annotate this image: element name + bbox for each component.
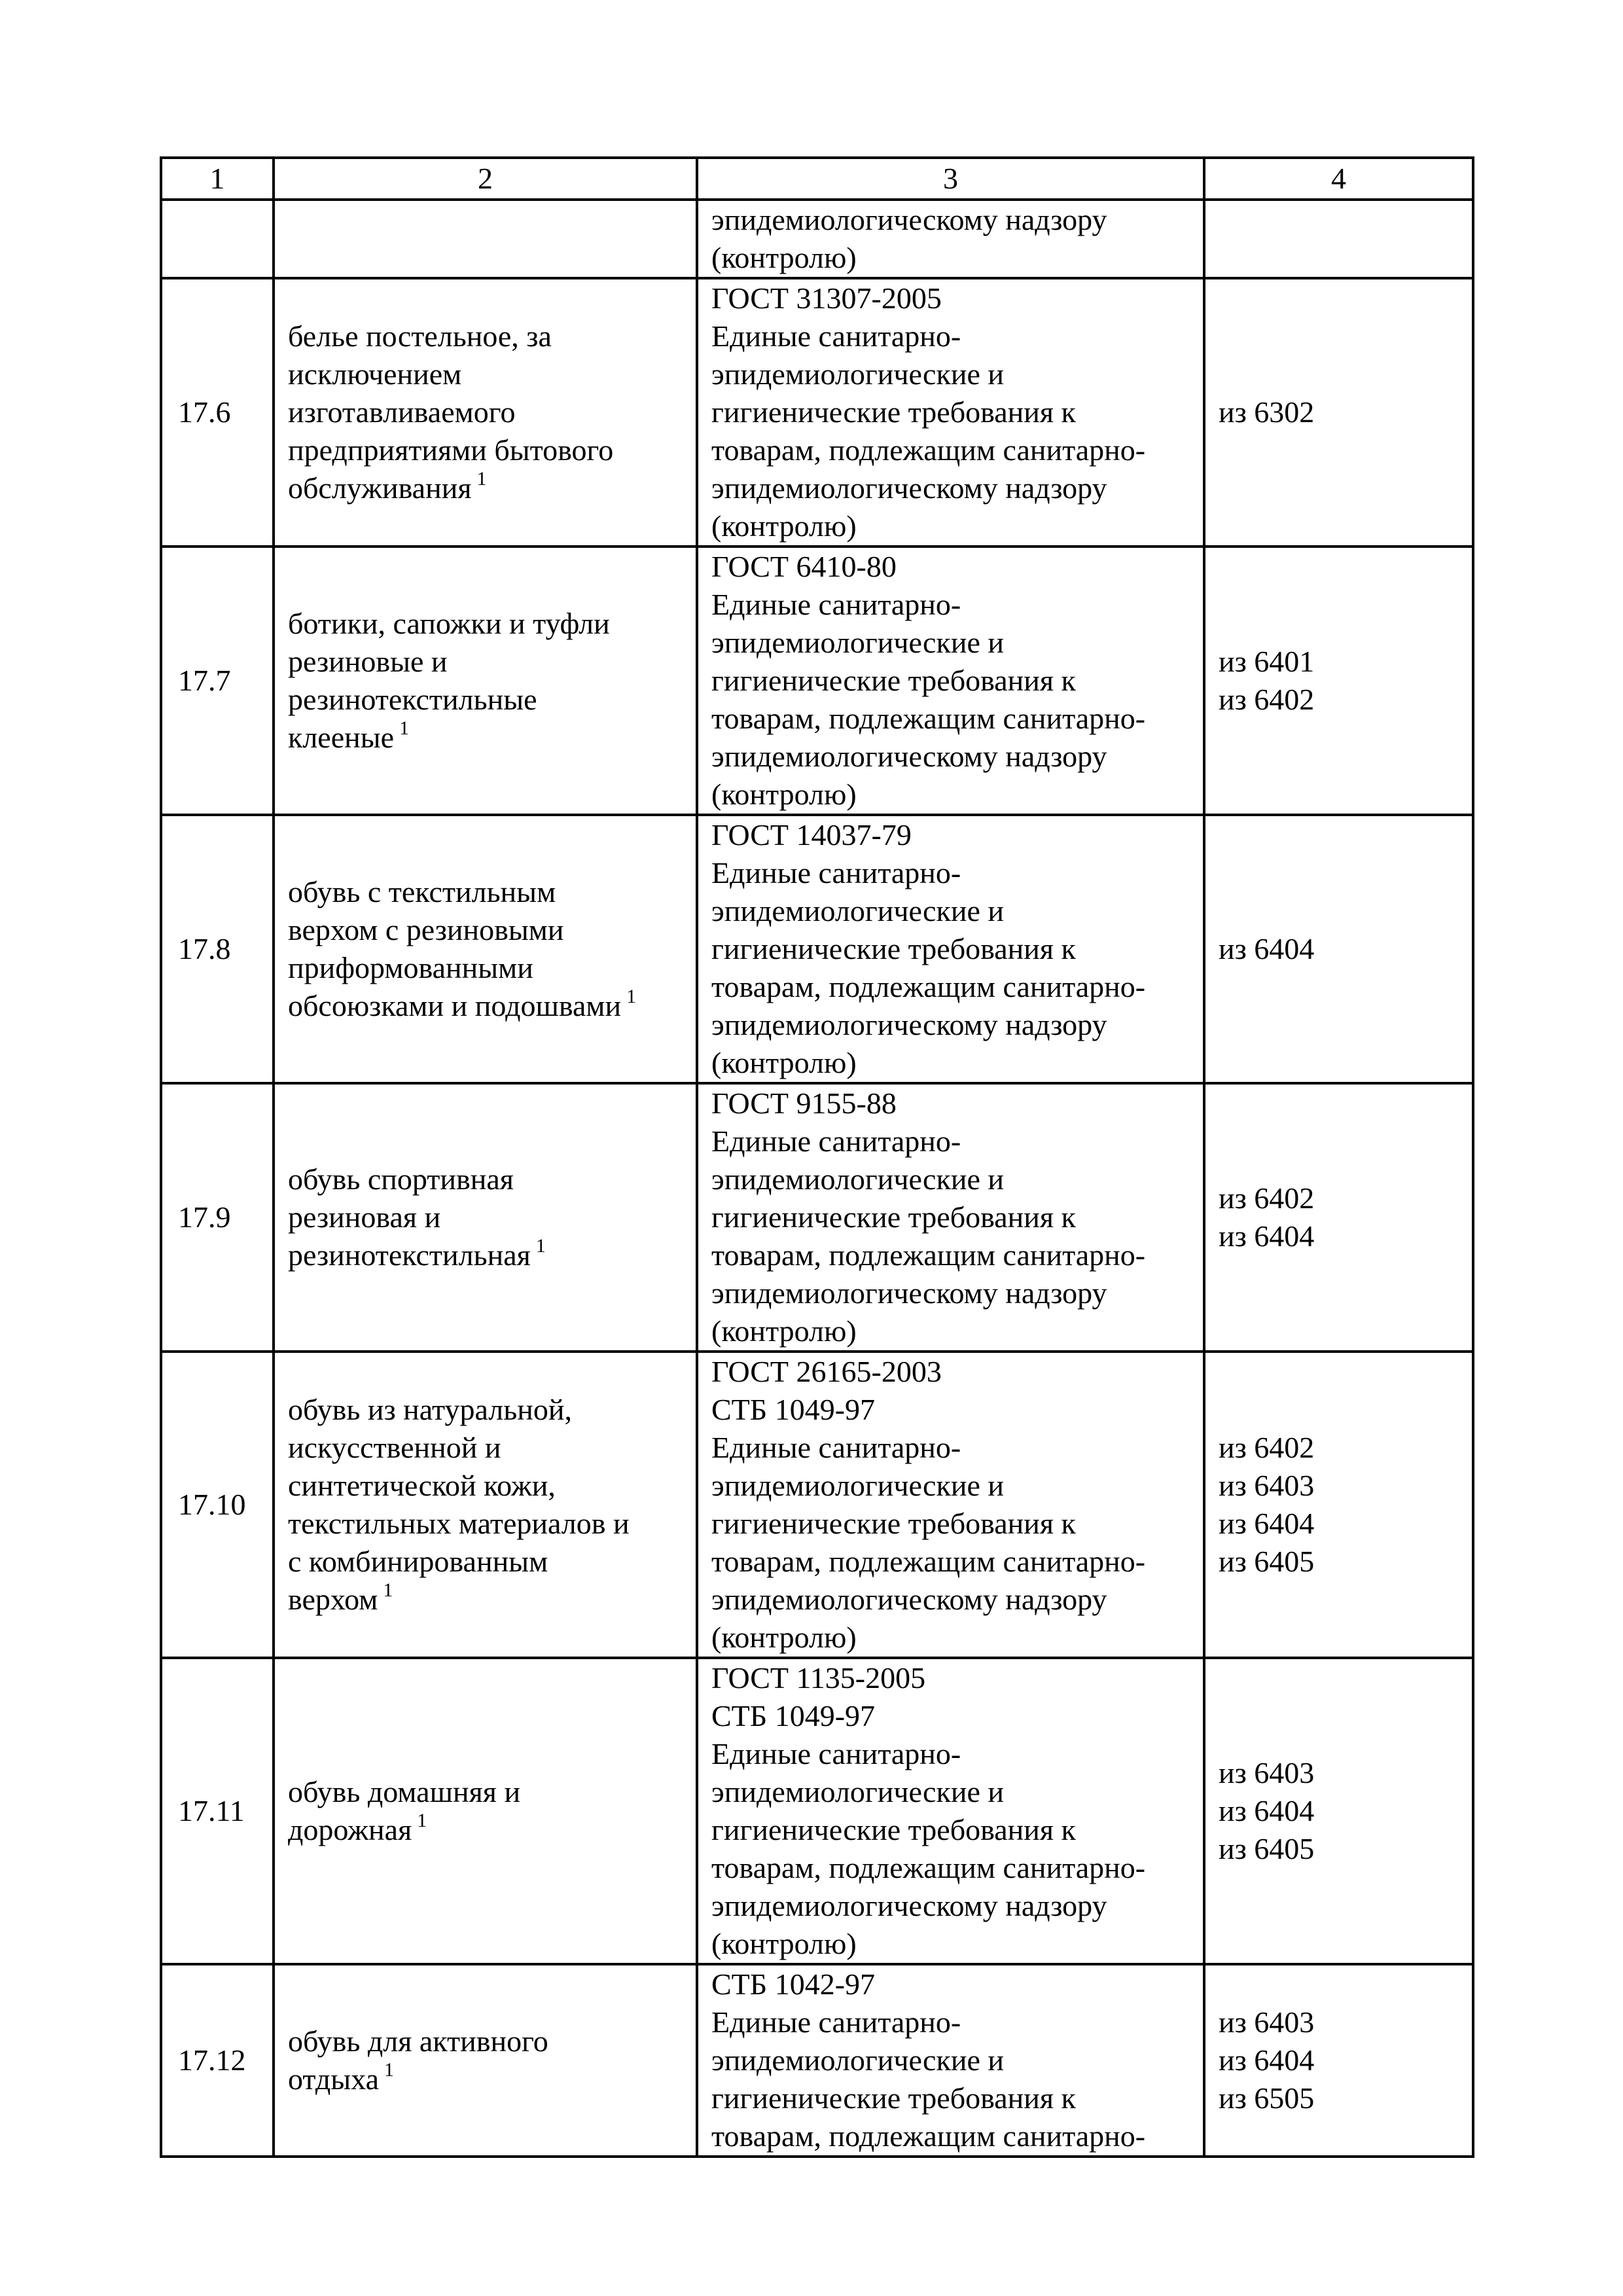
- footnote-mark: 1: [476, 467, 487, 490]
- tn-ved-codes: из 6404: [1204, 815, 1473, 1083]
- footnote-mark: 1: [626, 985, 637, 1007]
- product-name: [274, 547, 697, 815]
- product-name: [274, 278, 697, 547]
- row-number: 17.9: [161, 1083, 274, 1352]
- standard-text: ГОСТ 9155-88 Единые санитарно- эпидемиологические и гигиенические требования к товарам, подлежащим санитарно- эпидемиологическому надзору (контролю): [697, 1083, 1204, 1352]
- product-name-text: белье постельное, за исключением изготавливаемого предприятиями бытового обслуживания: [288, 319, 614, 505]
- footnote-mark: 1: [384, 2058, 395, 2081]
- standard-text: ГОСТ 26165-2003 СТБ 1049-97 Единые санитарно- эпидемиологические и гигиенические требования к товарам, подлежащим санитарно- эпидемиологическому надзору (контролю): [697, 1352, 1204, 1658]
- standards-table: [160, 156, 1474, 2158]
- standard-text: ГОСТ 6410-80 Единые санитарно- эпидемиологические и гигиенические требования к товарам, подлежащим санитарно- эпидемиологическому надзору (контролю): [697, 547, 1204, 815]
- footnote-mark: 1: [383, 1579, 393, 1601]
- row-number: 17.10: [161, 1352, 274, 1658]
- table-row: [161, 815, 1473, 1083]
- product-name: [274, 815, 697, 1083]
- table-row: [161, 200, 1473, 278]
- row-number: 17.11: [161, 1658, 274, 1964]
- table-row: [161, 1964, 1473, 2157]
- table-row: [161, 1083, 1473, 1352]
- row-number: 17.8: [161, 815, 274, 1083]
- product-name-text: обувь для активного отдыха: [288, 2024, 548, 2096]
- header-col-1: 1: [161, 158, 274, 200]
- footnote-mark: 1: [535, 1234, 546, 1257]
- product-name-text: обувь домашняя и дорожная: [288, 1775, 521, 1846]
- table-row: [161, 1352, 1473, 1658]
- tn-ved-codes: из 6401 из 6402: [1204, 547, 1473, 815]
- header-row: [161, 158, 1473, 200]
- product-name-text: обувь спортивная резиновая и резинотекстильная: [288, 1162, 531, 1272]
- header-col-4: 4: [1204, 158, 1473, 200]
- table-row: [161, 278, 1473, 547]
- row-number: 17.12: [161, 1964, 274, 2157]
- row-number: 17.7: [161, 547, 274, 815]
- standard-text: СТБ 1042-97 Единые санитарно- эпидемиологические и гигиенические требования к товарам, подлежащим санитарно-: [697, 1964, 1204, 2157]
- product-name-text: обувь с текстильным верхом с резиновыми приформованными обсоюзками и подошвами: [288, 875, 622, 1022]
- footnote-mark: 1: [399, 717, 410, 739]
- standard-text: ГОСТ 14037-79 Единые санитарно- эпидемиологические и гигиенические требования к товарам, подлежащим санитарно- эпидемиологическому надзору (контролю): [697, 815, 1204, 1083]
- footnote-mark: 1: [417, 1809, 427, 1831]
- tn-ved-codes: из 6403 из 6404 из 6505: [1204, 1964, 1473, 2157]
- standard-text: ГОСТ 31307-2005 Единые санитарно- эпидемиологические и гигиенические требования к товарам, подлежащим санитарно- эпидемиологическому надзору (контролю): [697, 278, 1204, 547]
- tn-ved-codes: из 6402 из 6403 из 6404 из 6405: [1204, 1352, 1473, 1658]
- tn-ved-codes: из 6302: [1204, 278, 1473, 547]
- table-row: [161, 1658, 1473, 1964]
- tn-ved-codes: из 6402 из 6404: [1204, 1083, 1473, 1352]
- standard-text: ГОСТ 1135-2005 СТБ 1049-97 Единые санитарно- эпидемиологические и гигиенические требования к товарам, подлежащим санитарно- эпидемиологическому надзору (контролю): [697, 1658, 1204, 1964]
- product-name: [274, 1964, 697, 2157]
- tn-ved-codes: из 6403 из 6404 из 6405: [1204, 1658, 1473, 1964]
- row-number: 17.6: [161, 278, 274, 547]
- header-col-3: 3: [697, 158, 1204, 200]
- table-body: [161, 158, 1473, 2157]
- product-name: [274, 200, 697, 278]
- row-number: [161, 200, 274, 278]
- standard-text: эпидемиологическому надзору (контролю): [697, 200, 1204, 278]
- header-col-2: 2: [274, 158, 697, 200]
- product-name: [274, 1658, 697, 1964]
- product-name: [274, 1083, 697, 1352]
- tn-ved-codes: [1204, 200, 1473, 278]
- product-name-text: ботики, сапожки и туфли резиновые и резинотекстильные клееные: [288, 607, 610, 754]
- product-name: [274, 1352, 697, 1658]
- table-row: [161, 547, 1473, 815]
- product-name-text: обувь из натуральной, искусственной и синтетической кожи, текстильных материалов и с комбинированным верхом: [288, 1393, 630, 1616]
